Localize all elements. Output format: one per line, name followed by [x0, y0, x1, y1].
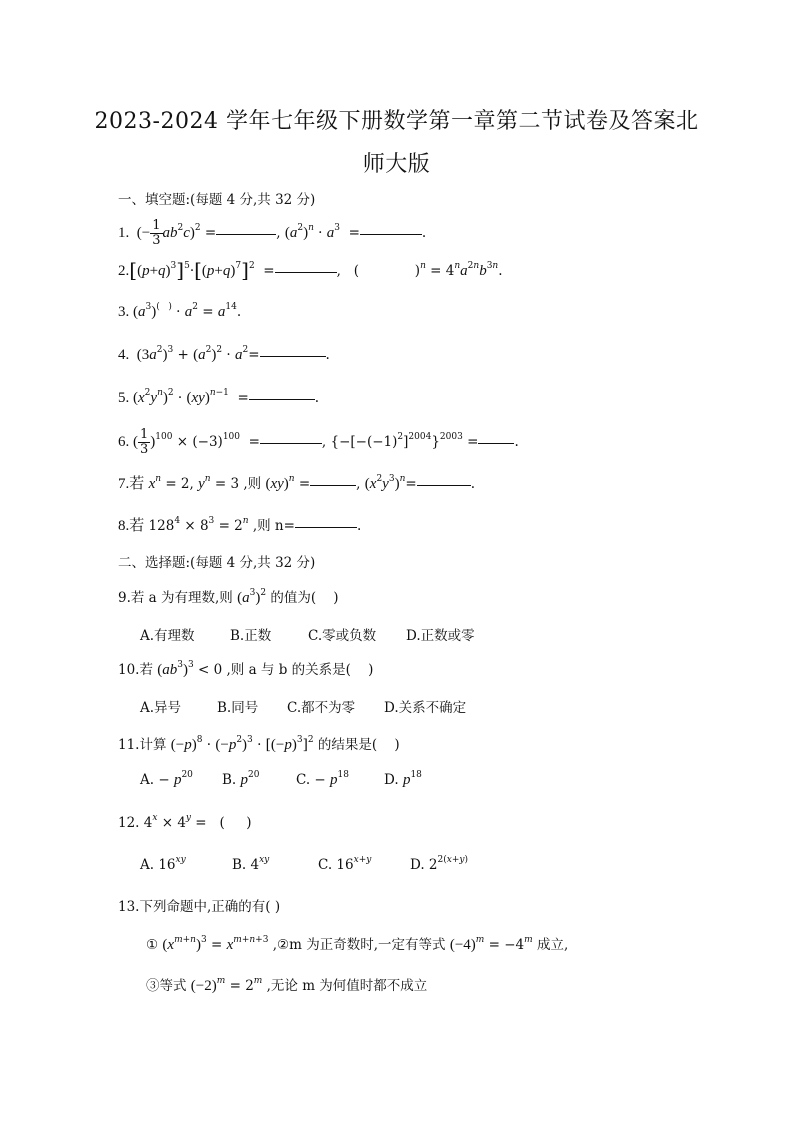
question-13: 13.下列命题中,正确的有( )	[118, 899, 281, 915]
question-11: 11.计算 $(-p)^8 \cdot (-p^2)^3 \cdot [(-p)^3]^2$ 的结果是( )	[118, 735, 400, 753]
q11-option-b: B. $p^{20}$	[222, 770, 260, 788]
q9-option-c: C.零或负数	[308, 628, 377, 644]
question-4: 4. $(3a^2)^3 + (a^2)^2 \cdot a^2=$ .	[118, 345, 330, 363]
q9-option-d: D.正数或零	[406, 628, 475, 644]
section-fill-blank: 一、填空题:(每题 4 分,共 32 分)	[118, 192, 316, 208]
question-7: 7.若 $x^n = 2$, $y^n = 3$ ,则 (xy)$^n$ = , $(x^2y^3)^n=$ .	[118, 474, 475, 492]
title-line-1: 2023-2024 学年七年级下册数学第一章第二节试卷及答案北	[94, 109, 699, 134]
question-10: 10.若 $(ab^3)^3 < 0$ ,则 a 与 b 的关系是( )	[118, 660, 374, 678]
question-1: 1. (− $\frac{1}{3}$ $ab^2c)^2$ = , $(a^2)^n \cdot a^3$ = .	[118, 218, 427, 248]
question-8: 8.若 $128^4 \times 8^3 = 2^n$ ,则 n= .	[118, 516, 362, 534]
q10-option-a: A.异号	[140, 700, 182, 716]
title-line-2: 师大版	[362, 152, 431, 177]
q12-option-d: D. $2^{2(x+y)}$	[410, 855, 468, 873]
question-9: 9.若 a 为有理数,则 $(a^3)^2$ 的值为( )	[118, 588, 339, 606]
q12-option-c: C. $16^{x+y}$	[318, 855, 372, 873]
q12-option-a: A. $16^{xy}$	[140, 855, 186, 873]
question-12: 12. $4^x \times 4^y$ = ( )	[118, 813, 252, 831]
q13-statement-3: ③等式 $(-2)^m = 2^m$ ,无论 m 为何值时都不成立	[146, 976, 428, 994]
question-2: $2.[(p+q)^3]^5\cdot[(p+q)^7]^2$ = , ( )$^n = 4^na^{2n}b^{3n}$.	[118, 258, 503, 282]
question-6: 6. ( $\frac{1}{3}$ )$^{100} \times (-3)^{100}$ = , $\{-[-(-1)^2]^{2004}\}^{2003}$ = .	[118, 427, 519, 457]
question-5: 5. $(x^2y^n)^2 \cdot (xy)^{n-1}$ = .	[118, 388, 320, 406]
section-multiple-choice: 二、选择题:(每题 4 分,共 32 分)	[118, 555, 316, 571]
question-3: 3. $(a^3)^{( )} \cdot a^2 = a^{14}$.	[118, 302, 242, 320]
q13-statement-1-2: ① $(x^{m+n})^3 = x^{m+n+3}$ ,②m 为正奇数时,一定有等式 $(-4)^m = -4^m$ 成立,	[146, 935, 569, 953]
q10-option-b: B.同号	[217, 700, 259, 716]
q9-option-b: B.正数	[230, 628, 272, 644]
q11-option-a: A. − $p^{20}$	[140, 770, 193, 788]
q9-option-a: A.有理数	[140, 628, 195, 644]
q12-option-b: B. $4^{xy}$	[232, 855, 270, 873]
q11-option-c: C. − $p^{18}$	[296, 770, 349, 788]
q10-option-c: C.都不为零	[287, 700, 356, 716]
q11-option-d: D. $p^{18}$	[384, 770, 422, 788]
q10-option-d: D.关系不确定	[384, 700, 467, 716]
